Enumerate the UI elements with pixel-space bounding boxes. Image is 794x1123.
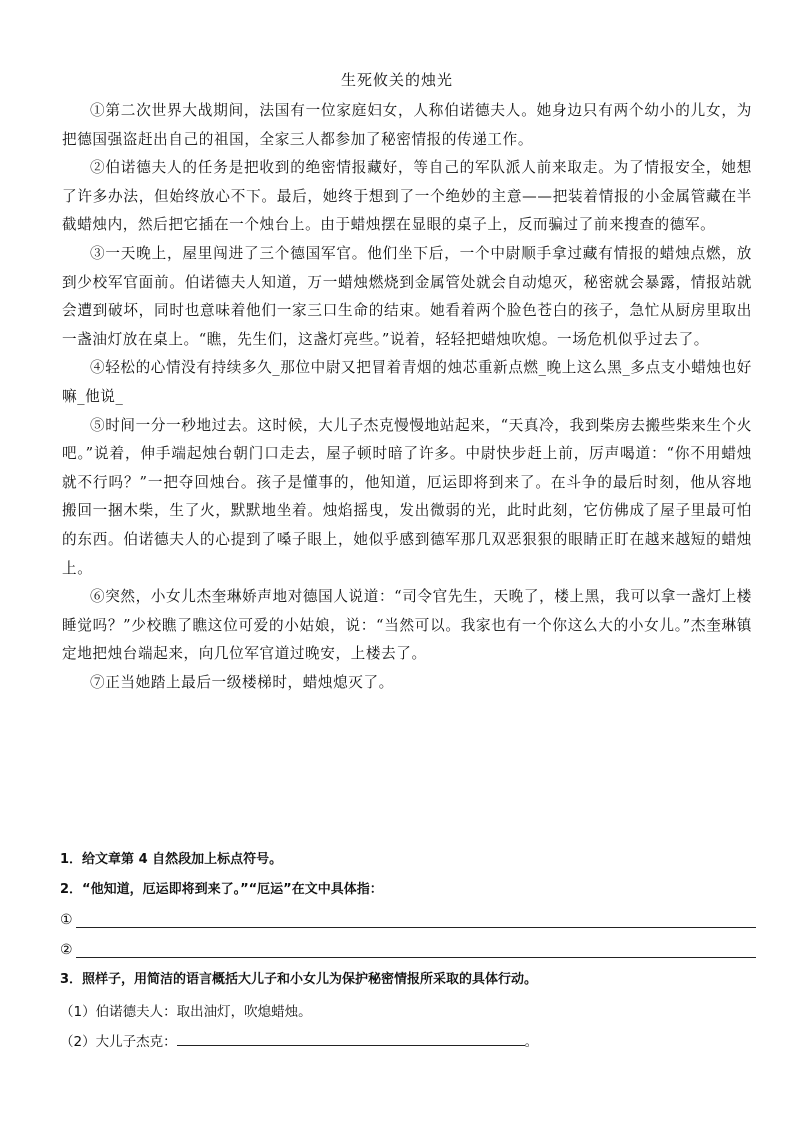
question-3: 3．照样子，用简洁的语言概括大儿子和小女儿为保护秘密情报所采取的具体行动。 [60, 972, 538, 987]
question-1: 1．给文章第 4 自然段加上标点符号。 [60, 852, 283, 867]
answer-marker-2: ② [60, 942, 73, 958]
paragraph-1: ①第二次世界大战期间，法国有一位家庭妇女，人称伯诺德夫人。她身边只有两个幼小的儿女，为把德国强盗赶出自己的祖国，全家三人都参加了秘密情报的传递工作。 [62, 102, 752, 148]
question-2: 2．“他知道，厄运即将到来了。”“厄运”在文中具体指： [60, 882, 383, 897]
paragraph-7: ⑦正当她踏上最后一级楼梯时，蜡烛熄灭了。 [90, 673, 394, 691]
paragraph-3: ③一天晚上，屋里闯进了三个德国军官。他们坐下后，一个中尉顺手拿过藏有情报的蜡烛点燃，放到少校军官面前。伯诺德夫人知道，万一蜡烛燃烧到金属管处就会自动熄灭，秘密就会暴露，情报站就会遭到破坏，同时也意味着他们一家三口生命的结束。她看着两个脸色苍白的孩子，急忙从厨房里取出一盏油灯放在桌上。“瞧，先生们，这盏灯亮些。”说着，轻轻把蜡烛吹熄。一场危机似乎过去了。 [62, 244, 752, 348]
answer-rule-1 [76, 927, 756, 928]
question-3-item-2-end: 。 [524, 1034, 539, 1050]
article-body [62, 97, 752, 697]
answer-rule-2 [76, 957, 756, 958]
answer-line-2[interactable] [60, 937, 750, 967]
answer-line-1[interactable] [60, 907, 750, 937]
answer-marker-1: ① [60, 912, 73, 928]
question-3-item-2-label: （2）大儿子杰克： [60, 1034, 177, 1050]
questions-section [60, 847, 750, 1057]
paragraph-4: ④轻松的心情没有持续多久_那位中尉又把冒着青烟的烛芯重新点燃_晚上这么黑_多点支小蜡烛也好嘛_他说_ [62, 359, 752, 405]
article-title: 生死攸关的烛光 [340, 71, 453, 89]
answer-blank-eldest-son[interactable] [177, 1029, 525, 1046]
question-3-item-2 [60, 1027, 750, 1057]
question-3-example: （1）伯诺德夫人：取出油灯，吹熄蜡烛。 [60, 1004, 312, 1020]
paragraph-2: ②伯诺德夫人的任务是把收到的绝密情报藏好，等自己的军队派人前来取走。为了情报安全，她想了许多办法，但始终放心不下。最后，她终于想到了一个绝妙的主意——把装着情报的小金属管藏在半截蜡烛内，然后把它插在一个烛台上。由于蜡烛摆在显眼的桌子上，反而骗过了前来搜查的德军。 [62, 159, 752, 234]
paragraph-6: ⑥突然，小女儿杰奎琳娇声地对德国人说道：“司令官先生，天晚了，楼上黑，我可以拿一盏灯上楼睡觉吗？”少校瞧了瞧这位可爱的小姑娘，说：“当然可以。我家也有一个你这么大的小女儿。”杰奎琳镇定地把烛台端起来，向几位军官道过晚安，上楼去了。 [62, 588, 752, 663]
paragraph-5: ⑤时间一分一秒地过去。这时候，大儿子杰克慢慢地站起来，“天真冷，我到柴房去搬些柴来生个火吧。”说着，伸手端起烛台朝门口走去，屋子顿时暗了许多。中尉快步赶上前，厉声喝道：“你不用蜡烛就不行吗？”一把夺回烛台。孩子是懂事的，他知道，厄运即将到来了。在斗争的最后时刻，他从容地搬回一捆木柴，生了火，默默地坐着。烛焰摇曳，发出微弱的光，此时此刻，它仿佛成了屋子里最可怕的东西。伯诺德夫人的心提到了嗓子眼上，她似乎感到德军那几双恶狠狠的眼睛正盯在越来越短的蜡烛上。 [62, 416, 752, 577]
